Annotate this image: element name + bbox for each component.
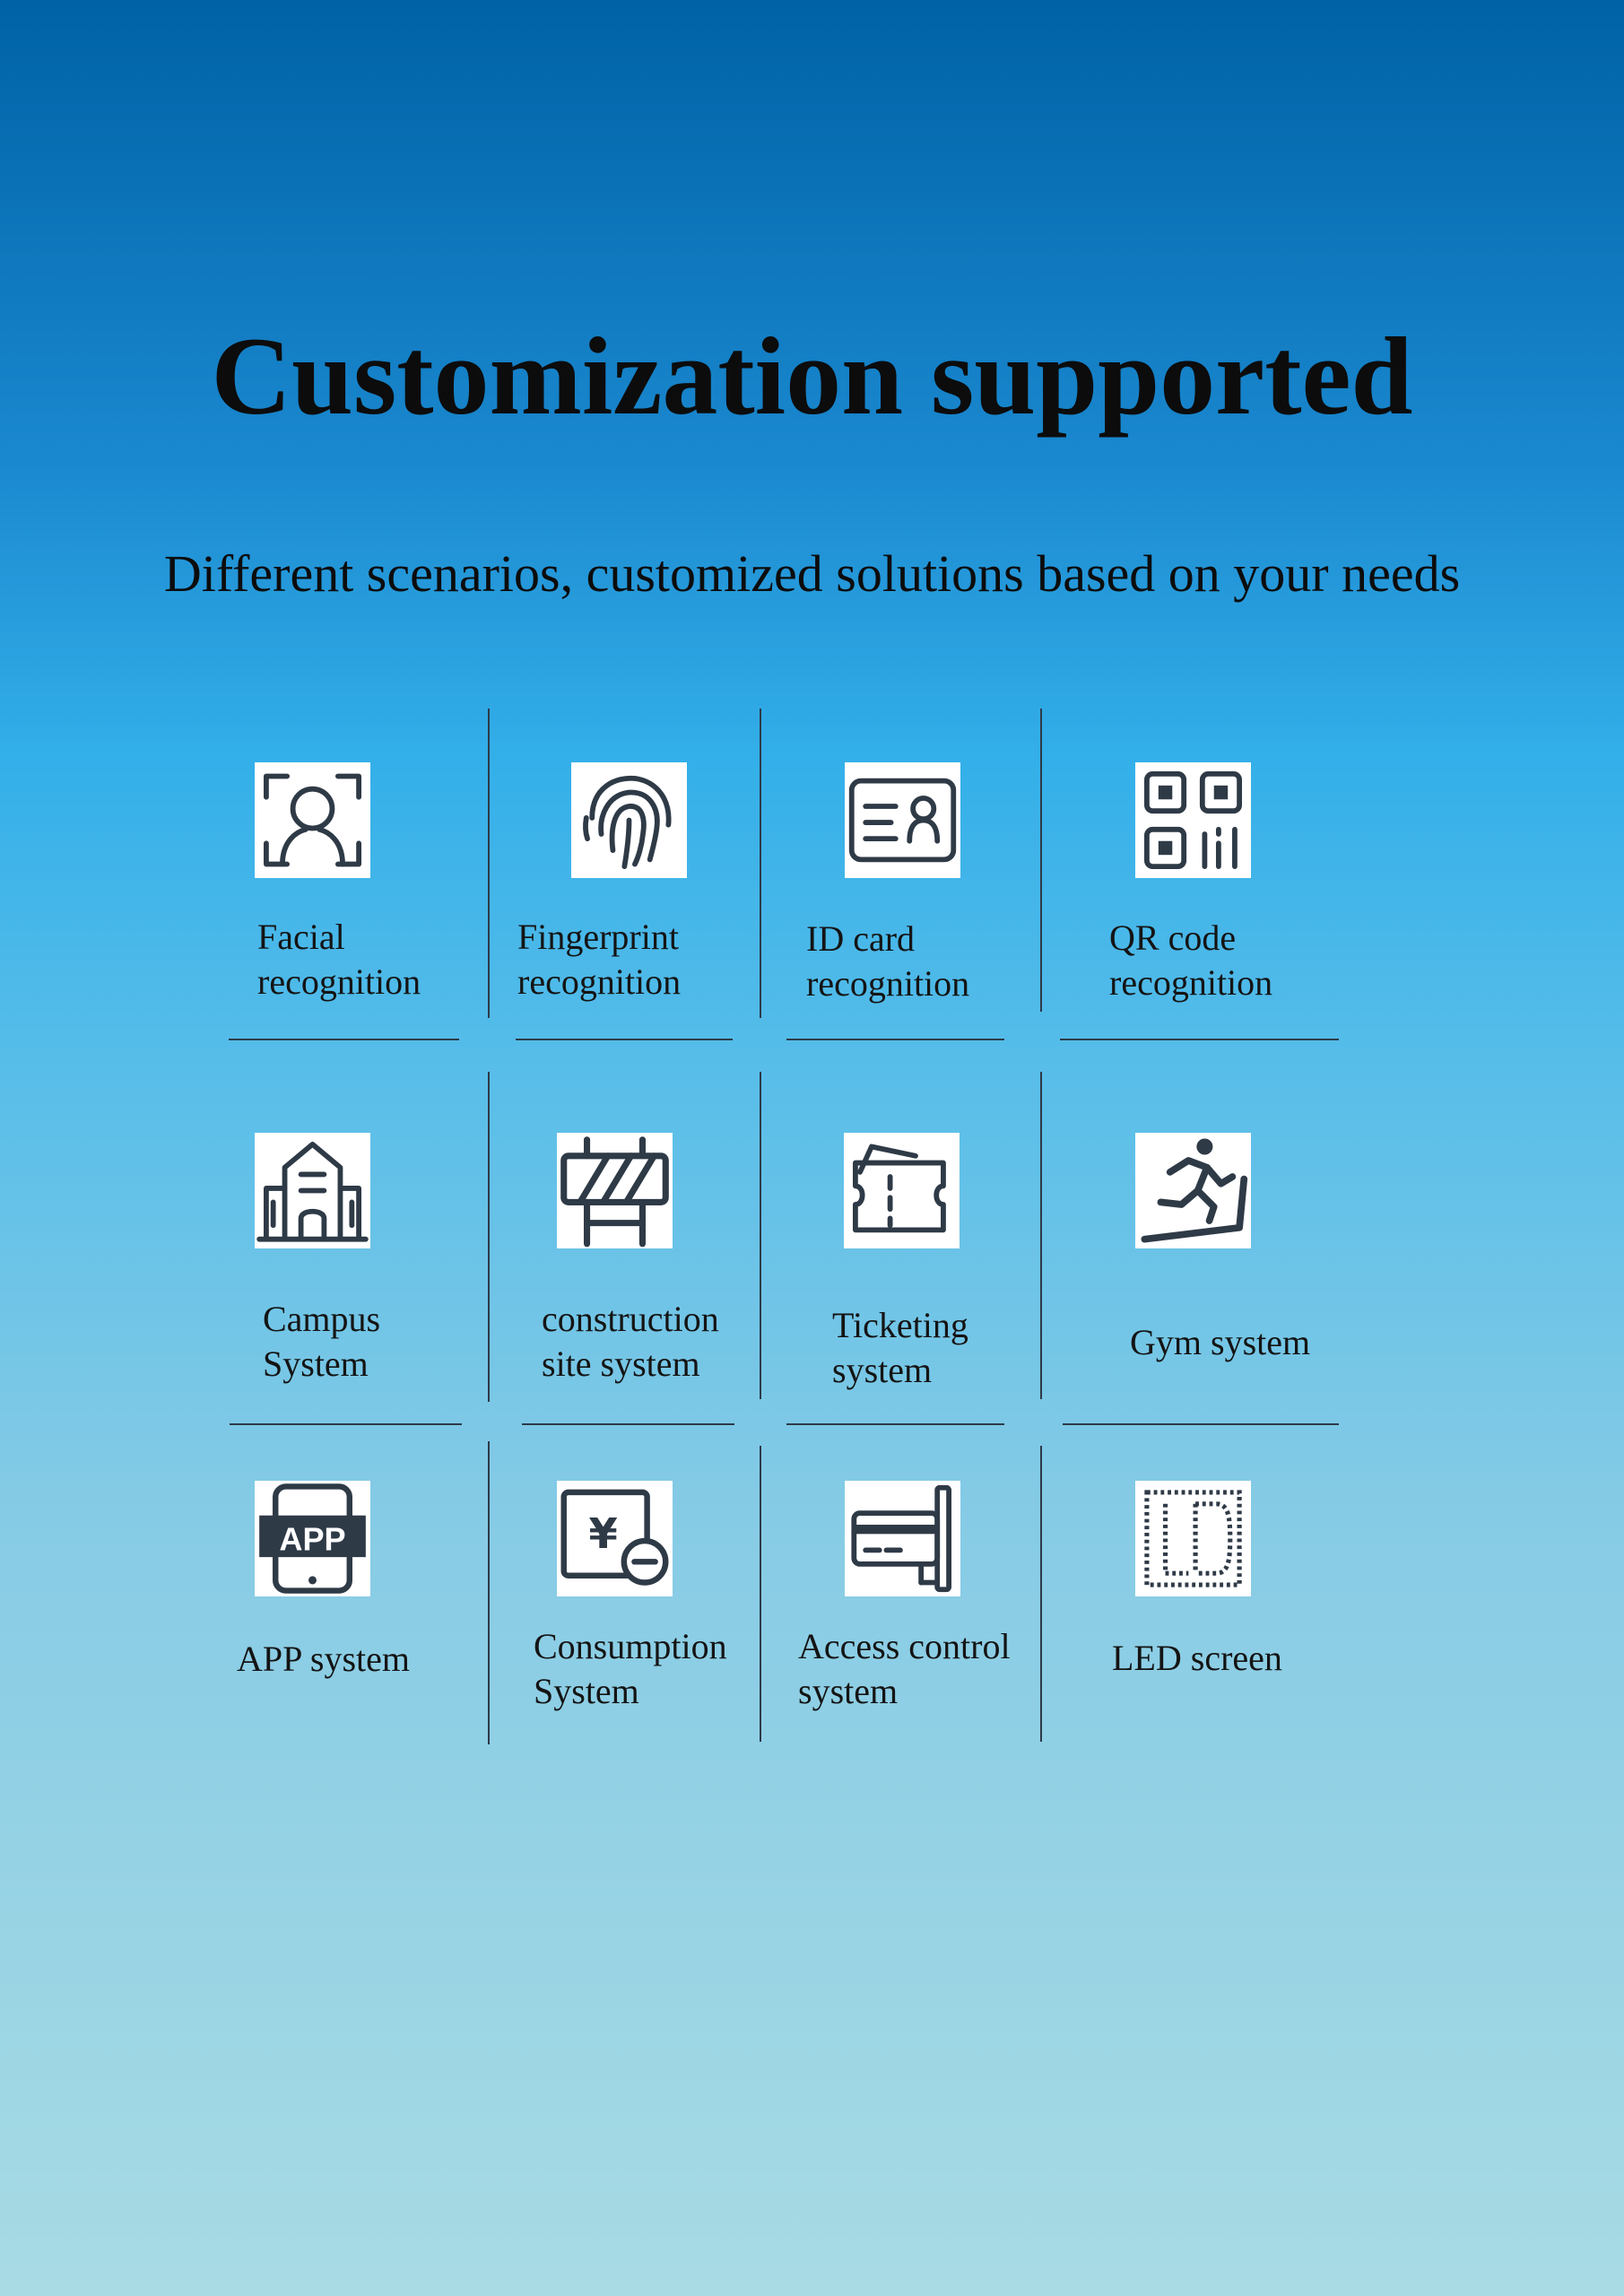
- grid-divider: [786, 1423, 1004, 1425]
- feature-label-gym: Gym system: [1130, 1322, 1311, 1362]
- face-scan-icon: [255, 762, 370, 878]
- feature-label-campus: Campus System: [263, 1299, 381, 1384]
- feature-label-id-card: ID card recognition: [806, 918, 970, 1004]
- grid-divider: [1040, 1072, 1042, 1399]
- qr-code-icon: [1135, 762, 1251, 878]
- grid-divider: [230, 1423, 462, 1425]
- grid-divider: [786, 1039, 1004, 1040]
- id-card-icon: [845, 762, 960, 878]
- feature-label-consumption: Consumption System: [534, 1626, 727, 1711]
- feature-label-access-control: Access control system: [798, 1626, 1011, 1711]
- feature-label-construction: construction site system: [542, 1299, 719, 1384]
- feature-label-app: APP system: [237, 1639, 411, 1679]
- card-reader-icon: [845, 1481, 960, 1596]
- treadmill-runner-icon: [1135, 1133, 1251, 1248]
- app-badge-text: APP: [279, 1520, 346, 1558]
- grid-divider: [488, 1072, 490, 1402]
- grid-divider: [1060, 1039, 1339, 1040]
- yuan-symbol-text: ¥: [588, 1509, 618, 1558]
- grid-divider: [488, 1441, 490, 1744]
- grid-divider: [760, 1072, 761, 1399]
- page-title: Customization supported: [211, 315, 1413, 438]
- app-tablet-icon: [255, 1481, 370, 1596]
- yuan-payment-icon: [557, 1481, 673, 1596]
- feature-label-facial: Facial recognition: [257, 917, 421, 1002]
- fingerprint-icon: [571, 762, 687, 878]
- grid-divider: [516, 1039, 733, 1040]
- feature-label-led: LED screen: [1112, 1638, 1282, 1678]
- grid-divider: [1040, 1446, 1042, 1742]
- page-subtitle: Different scenarios, customized solutions based on your needs: [163, 544, 1461, 603]
- grid-divider: [488, 709, 490, 1018]
- grid-divider: [229, 1039, 459, 1040]
- campus-building-icon: [255, 1133, 370, 1248]
- grid-divider: [1063, 1423, 1339, 1425]
- grid-divider: [760, 709, 761, 1018]
- construction-barrier-icon: [557, 1133, 673, 1248]
- grid-divider: [760, 1446, 761, 1742]
- feature-label-ticketing: Ticketing system: [832, 1305, 968, 1390]
- led-screen-icon: [1135, 1481, 1251, 1596]
- grid-divider: [1040, 709, 1042, 1012]
- feature-label-qr-code: QR code recognition: [1109, 918, 1273, 1003]
- feature-label-fingerprint: Fingerprint recognition: [517, 917, 682, 1002]
- ticket-icon: [844, 1133, 960, 1248]
- grid-divider: [522, 1423, 734, 1425]
